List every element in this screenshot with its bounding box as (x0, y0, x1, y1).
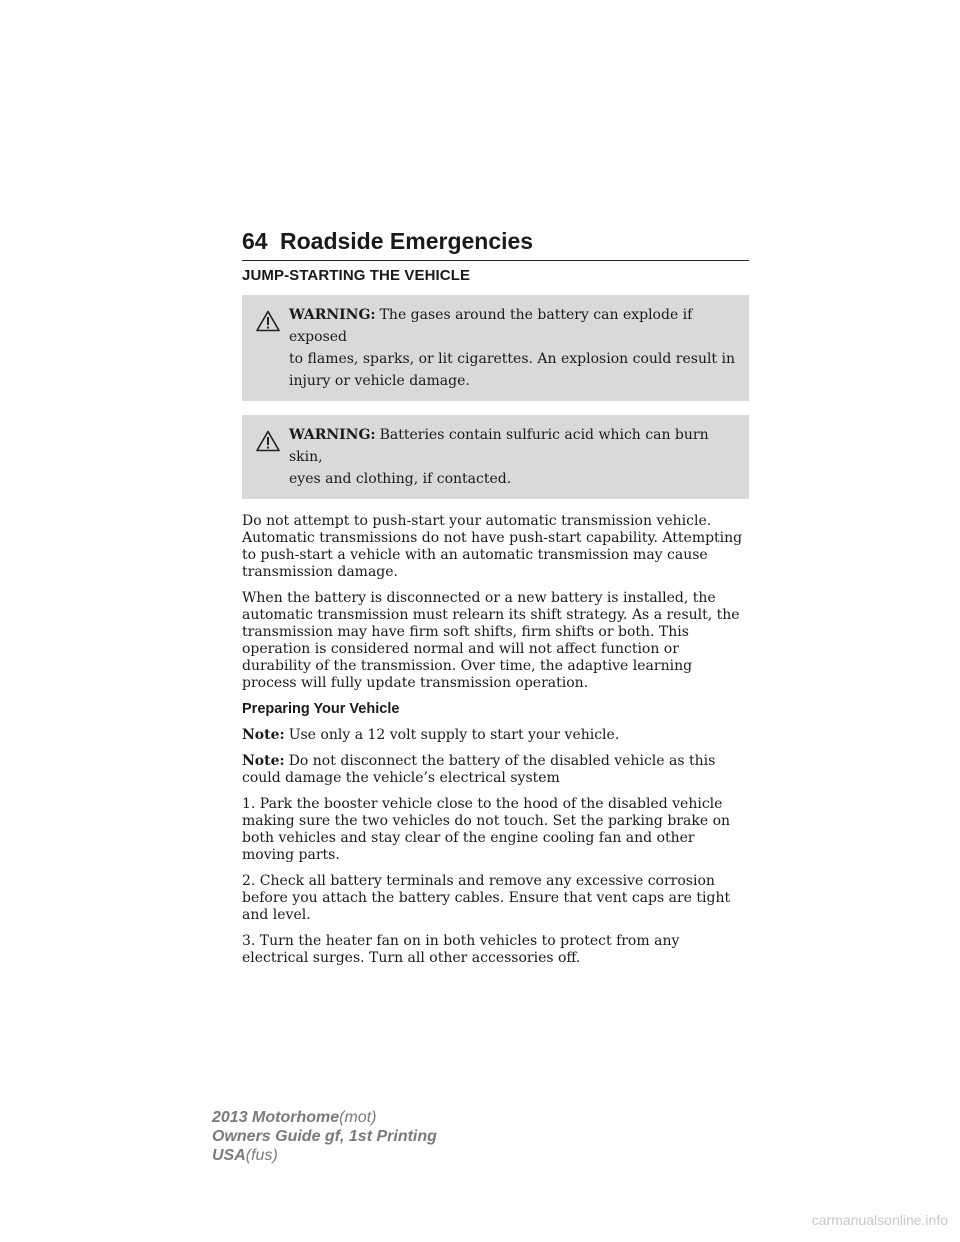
warning-text: Batteries contain sulfuric acid which can burn skin, (289, 427, 709, 465)
step-3: 3. Turn the heater fan on in both vehicles to protect from any electrical surges. Turn all other accessories off. (242, 933, 680, 966)
note-label: Note: (242, 727, 285, 743)
note-disconnect (242, 753, 749, 787)
subheading-preparing: Preparing Your Vehicle (242, 701, 400, 717)
footer-guide: Owners Guide gf, 1st Printing (212, 1128, 437, 1145)
footer-market: USA (212, 1147, 246, 1164)
warning-triangle-icon (256, 430, 280, 452)
print-footer (212, 1108, 437, 1165)
footer-model-code: (mot) (339, 1109, 377, 1126)
page-content (242, 267, 749, 976)
section-title: Roadside Emergencies (280, 228, 534, 254)
page-header (242, 226, 749, 261)
note-voltage (242, 727, 749, 744)
footer-model: 2013 Motorhome (212, 1109, 340, 1126)
note-label: Note: (242, 753, 285, 769)
step-2: 2. Check all battery terminals and remove any excessive corrosion before you attach the battery cables. Ensure that vent caps are tight and level. (242, 873, 731, 923)
watermark: carmanualsonline.info (811, 1212, 948, 1228)
warning-text: The gases around the battery can explode if exposed (289, 307, 693, 345)
paragraph-relearn: When the battery is disconnected or a new battery is installed, the automatic transmission must relearn its shift strategy. As a result, the transmission may have firm soft shifts, firm shifts or both. This operation is considered normal and will not affect function or durability of the transmission. Over time, the adaptive learning process will fully update transmission operation. (242, 590, 740, 691)
note-text: Do not disconnect the battery of the disabled vehicle as this could damage the vehicle’s electrical system (242, 753, 716, 786)
step-1: 1. Park the booster vehicle close to the hood of the disabled vehicle making sure the two vehicles do not touch. Set the parking brake on both vehicles and stay clear of the engine cooling fan and other moving parts. (242, 796, 731, 863)
warning-box-explosion (242, 295, 749, 401)
page-number: 64 (242, 228, 268, 254)
note-text: Use only a 12 volt supply to start your vehicle. (288, 727, 620, 743)
section-heading: JUMP-STARTING THE VEHICLE (242, 267, 471, 284)
paragraph-push-start: Do not attempt to push-start your automatic transmission vehicle. Automatic transmissions do not have push-start capability. Attempting to push-start a vehicle with an automatic transmission may cause transmission damage. (242, 513, 743, 580)
warning-label: WARNING: (289, 427, 376, 443)
warning-triangle-icon (256, 310, 280, 332)
warning-label: WARNING: (289, 307, 376, 323)
warning-text-continued: to flames, sparks, or lit cigarettes. An explosion could result in injury or vehicle damage. (289, 351, 736, 389)
warning-box-acid (242, 415, 749, 499)
footer-market-code: (fus) (245, 1147, 278, 1164)
warning-text-continued: eyes and clothing, if contacted. (289, 471, 512, 487)
